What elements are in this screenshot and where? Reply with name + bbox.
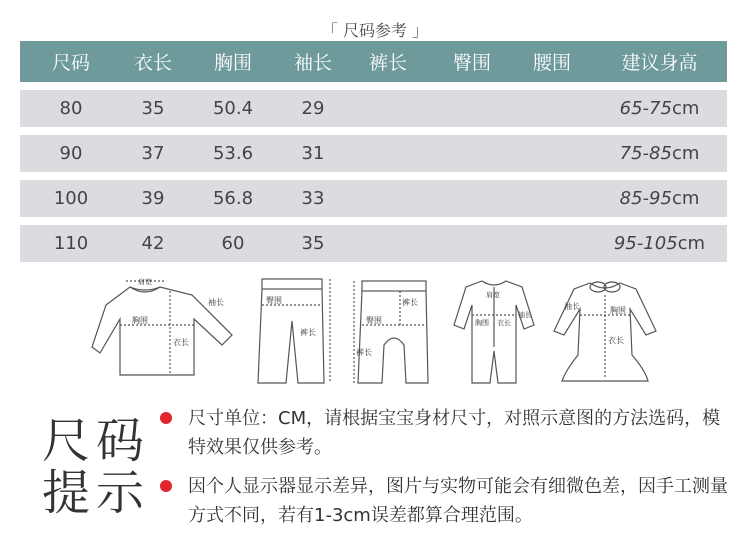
tips-heading-line1: 尺码 [42,413,151,469]
table-header [20,41,727,82]
cell-sleeve: 33 [301,188,325,209]
cell-chest: 56.8 [212,188,254,209]
measurement-diagrams [90,275,660,395]
cell-size: 90 [59,143,83,164]
cell-length: 35 [141,98,165,119]
cell-height [592,98,727,119]
cell-height [592,143,727,164]
table-row [20,90,727,127]
pants-open-diagram [348,275,438,390]
cell-sleeve: 29 [301,98,325,119]
height-range: 75-85 [619,143,672,164]
tip-item [160,472,730,530]
shirt-label-length: 衣长 [173,338,189,347]
header-height: 建议身高 [621,52,698,74]
height-unit: cm [671,143,700,164]
bullet-dot-icon [160,480,172,492]
romper-diagram [452,275,537,390]
cell-height [592,188,727,209]
tip-list [160,404,730,530]
cell-chest: 53.6 [212,143,254,164]
shirt-label-chest: 胸围 [132,316,148,325]
cell-length: 39 [141,188,165,209]
pants-label-hip: 臀围 [266,296,282,305]
tip-text: 因个人显示器显示差异，图片与实物可能会有细微色差，因手工测量方式不同，若有1-3cm误差都算合理范围。 [188,476,728,526]
header-pants: 裤长 [368,52,407,74]
height-range: 95-105 [613,233,678,254]
dress-label-chest: 胸围 [610,306,626,315]
tip-text: 尺寸单位：CM，请根据宝宝身材尺寸，对照示意图的方法选码，模特效果仅供参考。 [188,408,721,458]
header-length: 衣长 [133,52,172,74]
height-unit: cm [671,98,700,119]
cell-chest: 60 [221,233,245,254]
cell-height [592,233,727,254]
header-size: 尺码 [51,52,90,74]
pants-label-length: 裤长 [300,328,316,337]
header-chest: 胸围 [213,52,252,74]
shirt-label-shoulder: 肩宽 [138,278,152,286]
height-unit: cm [677,233,706,254]
tip-item [160,404,730,462]
pants2-label-length: 裤长 [356,348,372,357]
size-table [20,41,727,262]
pants-diagram [252,275,337,390]
romper-label-shoulder: 肩宽 [486,291,500,299]
romper-label-length: 衣长 [497,319,511,327]
cell-size: 80 [59,98,83,119]
cell-length: 42 [141,233,165,254]
cell-sleeve: 31 [301,143,325,164]
pants2-label-hip: 臀围 [366,316,382,325]
cell-size: 110 [53,233,89,254]
height-range: 65-75 [619,98,672,119]
shirt-label-sleeve: 袖长 [208,298,224,307]
romper-label-sleeve: 袖长 [518,311,532,319]
cell-size: 100 [53,188,89,209]
table-row [20,135,727,172]
romper-label-chest: 胸围 [475,319,489,327]
size-chart-title: 「 尺码参考 」 [321,21,429,40]
dress-diagram [550,275,660,390]
pants2-label-rise: 裤长 [402,298,418,307]
bullet-dot-icon [160,412,172,424]
table-row [20,180,727,217]
cell-sleeve: 35 [301,233,325,254]
header-hip: 臀围 [452,52,491,74]
height-unit: cm [671,188,700,209]
dress-label-sleeve: 袖长 [564,302,580,311]
dress-label-length: 衣长 [608,336,624,345]
tips-heading-line2: 提示 [42,465,151,521]
header-waist: 腰围 [532,52,571,74]
cell-length: 37 [141,143,165,164]
table-row [20,225,727,262]
height-range: 85-95 [619,188,672,209]
header-sleeve: 袖长 [293,52,332,74]
shirt-diagram [90,275,240,385]
cell-chest: 50.4 [212,98,254,119]
